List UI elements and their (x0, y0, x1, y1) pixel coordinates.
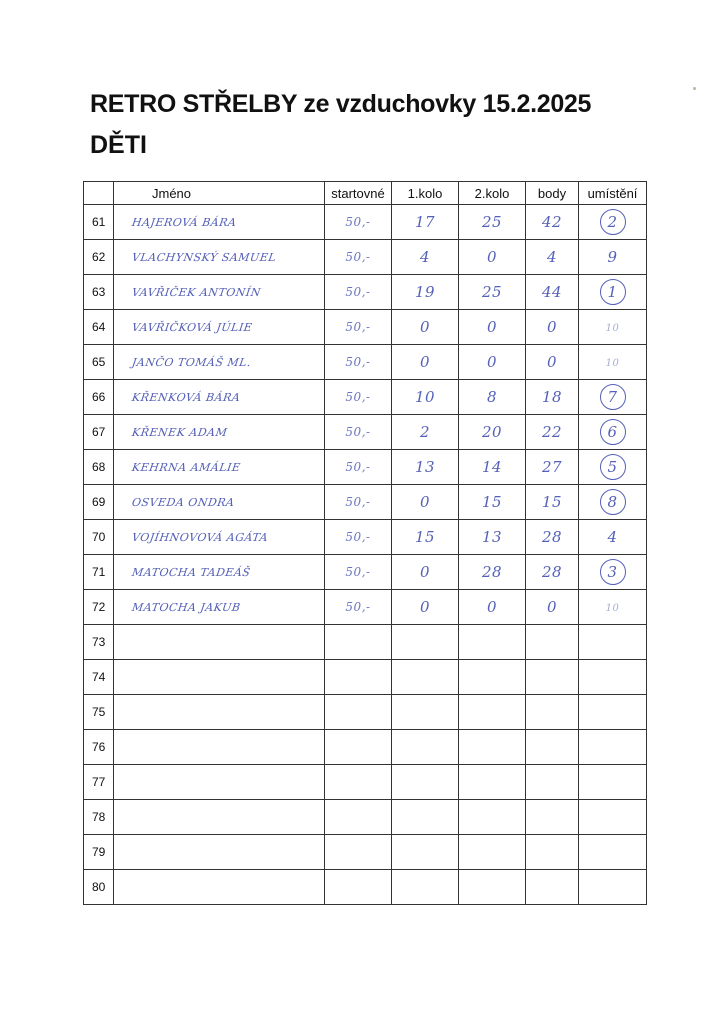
points-cell (526, 765, 579, 800)
fee-value: 50,- (345, 355, 371, 369)
round1-score: 0 (419, 597, 431, 616)
participant-name-cell (114, 555, 325, 590)
table-row (84, 625, 647, 660)
points-total: 15 (541, 492, 563, 511)
scan-speck (693, 87, 696, 90)
points-total: 42 (541, 212, 563, 231)
placement-cell (579, 205, 647, 240)
fee-value: 50,- (345, 495, 371, 509)
participant-name-cell (114, 590, 325, 625)
fee-value: 50,- (345, 285, 371, 299)
table-row (84, 275, 647, 310)
row-number: 62 (84, 240, 114, 275)
participant-name-cell (114, 415, 325, 450)
placement-cell (579, 310, 647, 345)
round1-cell (392, 695, 459, 730)
points-cell (526, 555, 579, 590)
placement-cell (579, 590, 647, 625)
round2-score: 15 (481, 492, 503, 511)
placement-circled: 8 (600, 489, 626, 515)
participant-name: OSVEDA ONDRA (131, 496, 236, 509)
participant-name-cell (114, 240, 325, 275)
round2-cell (459, 800, 526, 835)
results-table (83, 181, 647, 905)
placement-circled: 6 (600, 419, 626, 445)
placement-cell (579, 380, 647, 415)
participant-name-cell (114, 695, 325, 730)
participant-name-cell (114, 380, 325, 415)
table-row (84, 240, 647, 275)
round1-score: 0 (419, 317, 431, 336)
round1-cell (392, 310, 459, 345)
fee-cell (325, 345, 392, 380)
participant-name-cell (114, 310, 325, 345)
points-total: 28 (541, 562, 563, 581)
round2-cell (459, 520, 526, 555)
participant-name-cell (114, 485, 325, 520)
round1-cell (392, 800, 459, 835)
col-header-name: Jméno (114, 182, 325, 205)
placement: 4 (607, 527, 618, 546)
fee-cell (325, 555, 392, 590)
fee-cell (325, 625, 392, 660)
placement-cell (579, 800, 647, 835)
placement-cell (579, 555, 647, 590)
points-cell (526, 380, 579, 415)
points-cell (526, 240, 579, 275)
round1-cell (392, 450, 459, 485)
table-row (84, 730, 647, 765)
round2-cell (459, 485, 526, 520)
round1-cell (392, 625, 459, 660)
fee-cell (325, 870, 392, 905)
round2-cell (459, 310, 526, 345)
round2-cell (459, 870, 526, 905)
round2-cell (459, 415, 526, 450)
placement-cell (579, 345, 647, 380)
row-number: 74 (84, 660, 114, 695)
points-cell (526, 310, 579, 345)
round1-cell (392, 590, 459, 625)
fee-cell (325, 800, 392, 835)
round1-cell (392, 660, 459, 695)
points-total: 22 (541, 422, 563, 441)
fee-cell (325, 310, 392, 345)
table-row (84, 415, 647, 450)
table-row (84, 870, 647, 905)
placement-cell (579, 870, 647, 905)
points-cell (526, 275, 579, 310)
col-header-round2: 2.kolo (459, 182, 526, 205)
fee-value: 50,- (345, 215, 371, 229)
placement-cell (579, 485, 647, 520)
placement: 10 (605, 358, 620, 369)
row-number: 70 (84, 520, 114, 555)
round2-cell (459, 380, 526, 415)
round2-score: 8 (486, 387, 498, 406)
round2-cell (459, 765, 526, 800)
fee-cell (325, 590, 392, 625)
row-number: 75 (84, 695, 114, 730)
participant-name: MATOCHA JAKUB (131, 601, 242, 614)
placement-cell (579, 765, 647, 800)
participant-name: HAJEROVÁ BÁRA (131, 216, 238, 229)
col-header-round1: 1.kolo (392, 182, 459, 205)
round1-score: 10 (414, 387, 436, 406)
placement-circled: 1 (600, 279, 626, 305)
row-number: 76 (84, 730, 114, 765)
fee-cell (325, 730, 392, 765)
round2-score: 25 (481, 282, 503, 301)
participant-name: KŘENKOVÁ BÁRA (131, 391, 242, 404)
fee-value: 50,- (345, 600, 371, 614)
round1-cell (392, 415, 459, 450)
table-row (84, 345, 647, 380)
placement: 9 (607, 247, 618, 266)
row-number: 77 (84, 765, 114, 800)
row-number: 73 (84, 625, 114, 660)
round2-cell (459, 555, 526, 590)
fee-cell (325, 450, 392, 485)
round1-score: 0 (419, 352, 431, 371)
round1-score: 13 (414, 457, 436, 476)
table-row (84, 590, 647, 625)
round2-score: 20 (481, 422, 503, 441)
round1-cell (392, 765, 459, 800)
points-total: 18 (541, 387, 563, 406)
round2-score: 25 (481, 212, 503, 231)
placement-cell (579, 625, 647, 660)
round1-cell (392, 835, 459, 870)
round2-score: 0 (486, 317, 498, 336)
participant-name-cell (114, 835, 325, 870)
col-header-fee: startovné (325, 182, 392, 205)
points-cell (526, 835, 579, 870)
fee-cell (325, 835, 392, 870)
round2-cell (459, 695, 526, 730)
round2-score: 14 (481, 457, 503, 476)
points-total: 0 (546, 352, 558, 371)
placement-cell (579, 275, 647, 310)
round1-score: 0 (419, 492, 431, 511)
table-row (84, 555, 647, 590)
points-cell (526, 345, 579, 380)
round2-cell (459, 450, 526, 485)
round2-cell (459, 240, 526, 275)
round1-score: 15 (414, 527, 436, 546)
round2-score: 28 (481, 562, 503, 581)
col-header-placement: umístění (579, 182, 647, 205)
table-row (84, 380, 647, 415)
table-row (84, 520, 647, 555)
placement-circled: 3 (600, 559, 626, 585)
participant-name: KŘENEK ADAM (131, 426, 229, 439)
points-total: 0 (546, 317, 558, 336)
round2-cell (459, 345, 526, 380)
points-cell (526, 800, 579, 835)
round1-cell (392, 870, 459, 905)
fee-cell (325, 415, 392, 450)
row-number: 67 (84, 415, 114, 450)
participant-name: MATOCHA TADEÁŠ (131, 566, 252, 579)
table-row (84, 835, 647, 870)
fee-value: 50,- (345, 460, 371, 474)
round1-cell (392, 555, 459, 590)
page-title: RETRO STŘELBY ze vzduchovky 15.2.2025 (90, 90, 592, 118)
round2-cell (459, 730, 526, 765)
table-row (84, 205, 647, 240)
header-row (84, 182, 647, 205)
round1-cell (392, 345, 459, 380)
round1-cell (392, 205, 459, 240)
placement-circled: 7 (600, 384, 626, 410)
table-row (84, 450, 647, 485)
fee-cell (325, 660, 392, 695)
participant-name-cell (114, 625, 325, 660)
round2-score: 0 (486, 597, 498, 616)
round1-cell (392, 520, 459, 555)
placement-cell (579, 450, 647, 485)
placement: 10 (605, 603, 620, 614)
col-header-number (84, 182, 114, 205)
points-total: 44 (541, 282, 563, 301)
fee-cell (325, 520, 392, 555)
round1-score: 19 (414, 282, 436, 301)
row-number: 69 (84, 485, 114, 520)
fee-value: 50,- (345, 530, 371, 544)
fee-cell (325, 275, 392, 310)
points-cell (526, 520, 579, 555)
row-number: 71 (84, 555, 114, 590)
participant-name-cell (114, 345, 325, 380)
row-number: 63 (84, 275, 114, 310)
participant-name-cell (114, 520, 325, 555)
points-total: 27 (541, 457, 563, 476)
round1-score: 0 (419, 562, 431, 581)
points-cell (526, 415, 579, 450)
round2-cell (459, 625, 526, 660)
table-row (84, 310, 647, 345)
round1-cell (392, 730, 459, 765)
round1-score: 2 (419, 422, 431, 441)
row-number: 61 (84, 205, 114, 240)
participant-name: VOJÍHNOVOVÁ AGÁTA (131, 531, 269, 544)
round2-cell (459, 205, 526, 240)
round1-cell (392, 240, 459, 275)
placement-cell (579, 835, 647, 870)
fee-value: 50,- (345, 425, 371, 439)
participant-name-cell (114, 870, 325, 905)
round2-score: 13 (481, 527, 503, 546)
row-number: 79 (84, 835, 114, 870)
points-cell (526, 870, 579, 905)
points-cell (526, 485, 579, 520)
row-number: 65 (84, 345, 114, 380)
placement-cell (579, 730, 647, 765)
page-subtitle: DĚTI (90, 131, 147, 159)
fee-cell (325, 240, 392, 275)
fee-value: 50,- (345, 250, 371, 264)
fee-value: 50,- (345, 320, 371, 334)
participant-name: KEHRNA AMÁLIE (131, 461, 242, 474)
participant-name-cell (114, 205, 325, 240)
placement: 10 (605, 323, 620, 334)
participant-name: JANČO TOMÁŠ ML. (131, 356, 252, 369)
points-cell (526, 625, 579, 660)
fee-cell (325, 765, 392, 800)
round1-score: 4 (419, 247, 431, 266)
row-number: 80 (84, 870, 114, 905)
fee-value: 50,- (345, 565, 371, 579)
row-number: 68 (84, 450, 114, 485)
placement-cell (579, 240, 647, 275)
table-row (84, 695, 647, 730)
row-number: 64 (84, 310, 114, 345)
row-number: 78 (84, 800, 114, 835)
points-cell (526, 695, 579, 730)
round1-score: 17 (414, 212, 436, 231)
col-header-points: body (526, 182, 579, 205)
fee-cell (325, 485, 392, 520)
round2-cell (459, 275, 526, 310)
participant-name: VAVŘIČKOVÁ JÚLIE (131, 321, 254, 334)
participant-name-cell (114, 450, 325, 485)
placement-cell (579, 660, 647, 695)
points-cell (526, 730, 579, 765)
table-row (84, 660, 647, 695)
round2-score: 0 (486, 352, 498, 371)
points-cell (526, 590, 579, 625)
participant-name-cell (114, 660, 325, 695)
table-row (84, 765, 647, 800)
table-row (84, 485, 647, 520)
points-total: 0 (546, 597, 558, 616)
participant-name: VLACHYNSKÝ SAMUEL (131, 251, 278, 264)
fee-cell (325, 205, 392, 240)
placement-cell (579, 695, 647, 730)
table-body (84, 205, 647, 905)
table-row (84, 800, 647, 835)
round1-cell (392, 380, 459, 415)
round1-cell (392, 485, 459, 520)
participant-name-cell (114, 275, 325, 310)
points-total: 4 (546, 247, 558, 266)
round1-cell (392, 275, 459, 310)
placement-circled: 5 (600, 454, 626, 480)
placement-circled: 2 (600, 209, 626, 235)
row-number: 72 (84, 590, 114, 625)
placement-cell (579, 520, 647, 555)
points-cell (526, 205, 579, 240)
fee-cell (325, 695, 392, 730)
participant-name-cell (114, 730, 325, 765)
fee-value: 50,- (345, 390, 371, 404)
points-cell (526, 660, 579, 695)
participant-name-cell (114, 765, 325, 800)
round2-cell (459, 660, 526, 695)
round2-cell (459, 590, 526, 625)
participant-name: VAVŘIČEK ANTONÍN (131, 286, 262, 299)
fee-cell (325, 380, 392, 415)
round2-cell (459, 835, 526, 870)
round2-score: 0 (486, 247, 498, 266)
points-total: 28 (541, 527, 563, 546)
participant-name-cell (114, 800, 325, 835)
row-number: 66 (84, 380, 114, 415)
points-cell (526, 450, 579, 485)
placement-cell (579, 415, 647, 450)
